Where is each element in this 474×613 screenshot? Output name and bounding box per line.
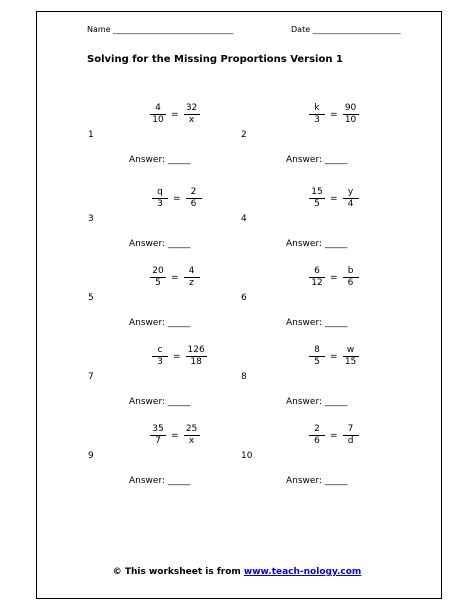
equals-sign: = <box>330 109 338 120</box>
left-denominator: 3 <box>314 115 320 125</box>
left-denominator: 5 <box>314 199 320 209</box>
proportion-equation <box>309 345 359 368</box>
left-denominator: 5 <box>155 278 161 288</box>
right-numerator: 2 <box>186 187 202 199</box>
right-fraction <box>343 266 359 289</box>
left-denominator: 12 <box>311 278 323 288</box>
left-fraction <box>150 266 166 289</box>
left-numerator: 20 <box>150 266 166 278</box>
left-denominator: 3 <box>157 199 163 209</box>
answer-blank: Answer: _____ <box>286 476 348 486</box>
problem-2 <box>241 103 421 193</box>
answer-blank: Answer: _____ <box>129 397 191 407</box>
right-denominator: 6 <box>347 278 354 288</box>
left-fraction <box>150 103 166 126</box>
right-fraction <box>343 424 359 447</box>
problem-number: 5 <box>88 293 94 303</box>
answer-blank: Answer: _____ <box>129 318 191 328</box>
left-denominator: 10 <box>152 115 164 125</box>
left-numerator: 6 <box>309 266 325 278</box>
right-numerator: 32 <box>184 103 200 115</box>
left-fraction <box>309 424 325 447</box>
equals-sign: = <box>171 430 179 441</box>
equals-sign: = <box>173 193 181 204</box>
problem-4 <box>241 187 421 277</box>
equals-sign: = <box>171 109 179 120</box>
problem-number: 10 <box>241 451 253 461</box>
right-denominator: 15 <box>344 357 357 367</box>
left-numerator: c <box>152 345 168 357</box>
equals-sign: = <box>171 272 179 283</box>
date-field-label: Date ______________________ <box>291 25 401 34</box>
right-numerator: 90 <box>343 103 359 115</box>
answer-blank: Answer: _____ <box>129 239 191 249</box>
proportion-equation <box>309 266 359 289</box>
right-numerator: 7 <box>343 424 359 436</box>
right-numerator: w <box>343 345 359 357</box>
right-denominator: 10 <box>344 115 357 125</box>
right-denominator: 18 <box>190 357 202 367</box>
problem-6 <box>241 266 421 356</box>
problem-number: 9 <box>88 451 94 461</box>
right-fraction <box>343 103 359 126</box>
answer-blank: Answer: _____ <box>286 318 348 328</box>
proportion-equation <box>309 103 359 126</box>
footer-credit <box>0 567 474 578</box>
left-numerator: 8 <box>309 345 325 357</box>
answer-blank: Answer: _____ <box>286 155 348 165</box>
left-fraction <box>150 424 166 447</box>
proportion-equation <box>150 103 200 126</box>
left-denominator: 7 <box>155 436 161 446</box>
problem-number: 3 <box>88 214 94 224</box>
footer-credit-text: © This worksheet is from <box>112 567 244 577</box>
right-denominator: z <box>189 278 194 288</box>
left-fraction <box>152 187 168 210</box>
left-denominator: 3 <box>157 357 163 367</box>
problem-number: 1 <box>88 130 94 140</box>
right-denominator: x <box>188 436 195 446</box>
left-fraction <box>309 187 325 210</box>
proportion-equation <box>152 187 202 210</box>
right-fraction <box>184 266 200 289</box>
worksheet-title: Solving for the Missing Proportions Version 1 <box>87 54 343 65</box>
right-denominator: 6 <box>190 199 197 209</box>
proportion-equation <box>152 345 207 368</box>
left-numerator: k <box>309 103 325 115</box>
left-numerator: 4 <box>150 103 166 115</box>
right-denominator: x <box>188 115 195 125</box>
proportion-equation <box>309 424 359 447</box>
right-fraction <box>184 424 200 447</box>
equals-sign: = <box>330 351 338 362</box>
right-fraction <box>343 345 359 368</box>
answer-blank: Answer: _____ <box>286 397 348 407</box>
proportion-equation <box>150 266 200 289</box>
right-numerator: 25 <box>184 424 200 436</box>
left-numerator: 2 <box>309 424 325 436</box>
problem-10 <box>241 424 421 514</box>
problem-number: 4 <box>241 214 247 224</box>
left-fraction <box>309 345 325 368</box>
proportion-equation <box>309 187 359 210</box>
right-fraction <box>186 345 207 368</box>
teach-nology-link[interactable]: www.teach-nology.com <box>243 567 362 577</box>
right-denominator: 4 <box>347 199 354 209</box>
left-fraction <box>309 266 325 289</box>
right-fraction <box>184 103 200 126</box>
equals-sign: = <box>173 351 181 362</box>
proportion-equation <box>150 424 200 447</box>
problem-number: 8 <box>241 372 247 382</box>
right-fraction <box>343 187 359 210</box>
answer-blank: Answer: _____ <box>129 476 191 486</box>
left-fraction <box>309 103 325 126</box>
right-numerator: y <box>343 187 359 199</box>
right-numerator: 4 <box>184 266 200 278</box>
equals-sign: = <box>330 272 338 283</box>
right-fraction <box>186 187 202 210</box>
problem-number: 7 <box>88 372 94 382</box>
right-numerator: b <box>343 266 359 278</box>
right-denominator: d <box>347 436 354 446</box>
problem-8 <box>241 345 421 435</box>
left-denominator: 6 <box>314 436 320 446</box>
answer-blank: Answer: _____ <box>286 239 348 249</box>
equals-sign: = <box>330 193 338 204</box>
left-numerator: q <box>152 187 168 199</box>
problem-number: 2 <box>241 130 247 140</box>
answer-blank: Answer: _____ <box>129 155 191 165</box>
left-fraction <box>152 345 168 368</box>
left-numerator: 15 <box>309 187 325 199</box>
left-numerator: 35 <box>150 424 166 436</box>
left-denominator: 5 <box>314 357 320 367</box>
name-field-label: Name ______________________________ <box>87 25 234 34</box>
right-numerator: 126 <box>187 345 205 355</box>
problem-number: 6 <box>241 293 247 303</box>
equals-sign: = <box>330 430 338 441</box>
